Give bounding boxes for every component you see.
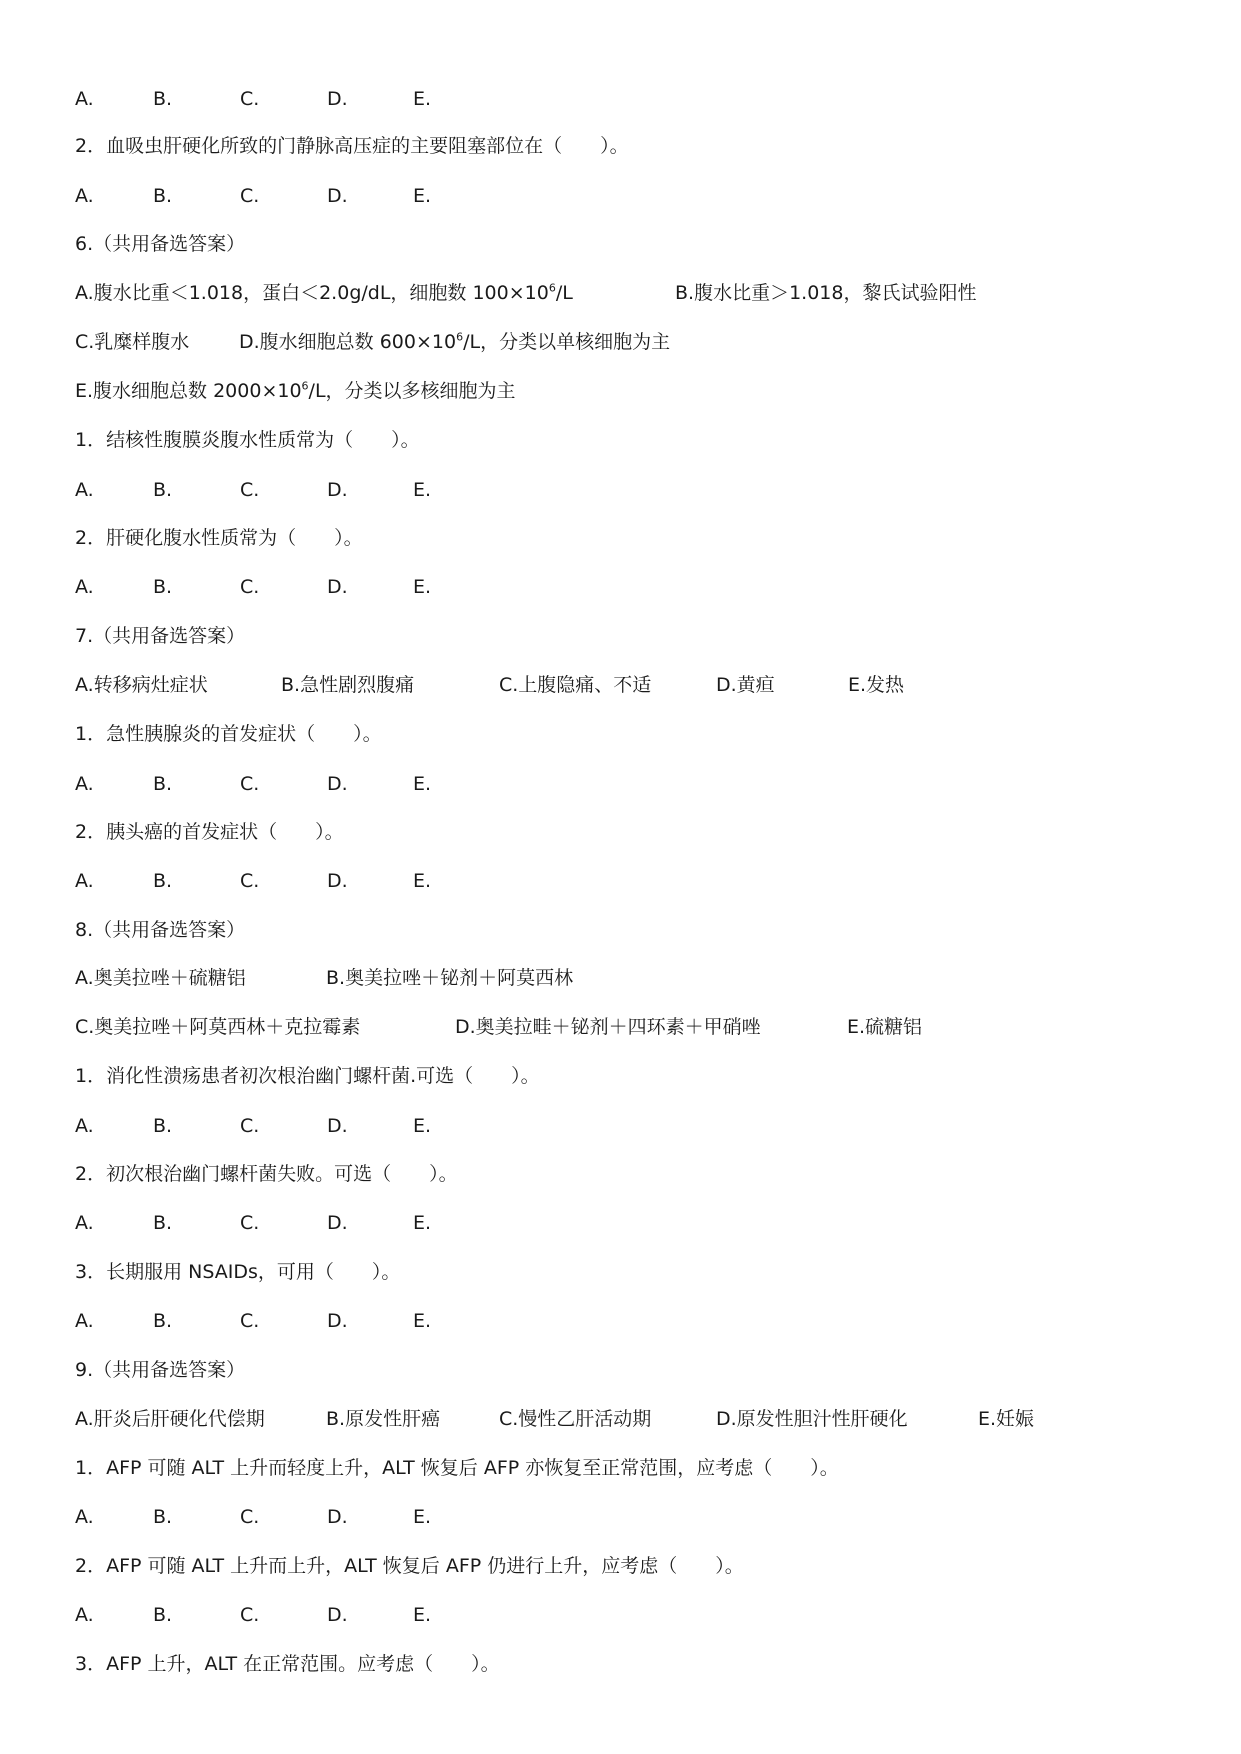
option-c: C. — [240, 870, 260, 892]
option-e: E. — [413, 1604, 432, 1626]
option-d: D. — [327, 870, 348, 892]
choice-d: D.奥美拉畦＋铋剂＋四环素＋甲硝唑 — [455, 1016, 761, 1038]
option-e: E. — [413, 576, 432, 598]
question-text: 2．AFP 可随 ALT 上升而上升，ALT 恢复后 AFP 仍进行上升，应考虑（ ）。 — [75, 1555, 744, 1577]
option-b: B. — [153, 1506, 173, 1528]
question-text: 2．初次根治幽门螺杆菌失败。可选（ ）。 — [75, 1163, 458, 1185]
choice-b: B.原发性肝癌 — [326, 1408, 441, 1430]
choice-d: D.黄疸 — [716, 674, 775, 696]
option-c: C. — [240, 479, 260, 501]
choice-c: C.奥美拉唑＋阿莫西林＋克拉霉素 — [75, 1016, 361, 1038]
choice-c: C.上腹隐痛、不适 — [499, 674, 652, 696]
question-text: 1．AFP 可随 ALT 上升而轻度上升，ALT 恢复后 AFP 亦恢复至正常范围，应考虑（ ）。 — [75, 1457, 839, 1479]
option-b: B. — [153, 1604, 173, 1626]
option-e: E. — [413, 1310, 432, 1332]
question-text: 1．消化性溃疡患者初次根治幽门螺杆菌.可选（ ）。 — [75, 1065, 540, 1087]
option-a: A. — [75, 479, 94, 501]
option-b: B. — [153, 1115, 173, 1137]
choice-b: B.奥美拉唑＋铋剂＋阿莫西林 — [326, 967, 574, 989]
option-a: A. — [75, 88, 94, 110]
choice-e: E.硫糖铝 — [847, 1016, 923, 1038]
choice-b: B.腹水比重＞1.018，黎氏试验阳性 — [675, 282, 977, 304]
option-c: C. — [240, 1115, 260, 1137]
option-d: D. — [327, 479, 348, 501]
choice-e: E.妊娠 — [978, 1408, 1035, 1430]
option-b: B. — [153, 1212, 173, 1234]
question-text: 2．胰头癌的首发症状（ ）。 — [75, 821, 344, 843]
option-e: E. — [413, 1212, 432, 1234]
option-c: C. — [240, 185, 260, 207]
option-b: B. — [153, 88, 173, 110]
choice-d: D.原发性胆汁性肝硬化 — [716, 1408, 908, 1430]
choice-a: A.腹水比重＜1.018，蛋白＜2.0g/dL，细胞数 $100\times 10^6/L$ — [75, 281, 573, 304]
option-a: A. — [75, 1310, 94, 1332]
option-b: B. — [153, 185, 173, 207]
choice-a: A.肝炎后肝硬化代偿期 — [75, 1408, 265, 1430]
choice-e: E.腹水细胞总数 $2000\times 10^6/L$，分类以多核细胞为主 — [75, 379, 516, 402]
option-d: D. — [327, 185, 348, 207]
choice-a: A.转移病灶症状 — [75, 674, 208, 696]
option-d: D. — [327, 1604, 348, 1626]
choice-d: D.腹水细胞总数 $600\times 10^6/L$，分类以单核细胞为主 — [239, 330, 671, 353]
option-d: D. — [327, 1115, 348, 1137]
option-d: D. — [327, 1506, 348, 1528]
option-e: E. — [413, 1115, 432, 1137]
option-e: E. — [413, 1506, 432, 1528]
option-d: D. — [327, 1212, 348, 1234]
option-c: C. — [240, 1604, 260, 1626]
section-heading: 7.（共用备选答案） — [75, 625, 246, 647]
option-b: B. — [153, 773, 173, 795]
choice-b: B.急性剧烈腹痛 — [281, 674, 415, 696]
choice-c: C.慢性乙肝活动期 — [499, 1408, 652, 1430]
question-text: 3．AFP 上升，ALT 在正常范围。应考虑（ ）。 — [75, 1653, 500, 1675]
option-b: B. — [153, 870, 173, 892]
option-e: E. — [413, 870, 432, 892]
question-text: 3．长期服用 NSAIDs，可用（ ）。 — [75, 1261, 401, 1283]
option-b: B. — [153, 1310, 173, 1332]
option-d: D. — [327, 1310, 348, 1332]
option-d: D. — [327, 773, 348, 795]
section-heading: 6.（共用备选答案） — [75, 233, 246, 255]
option-c: C. — [240, 773, 260, 795]
option-a: A. — [75, 1212, 94, 1234]
question-text: 2．血吸虫肝硬化所致的门静脉高压症的主要阻塞部位在（ ）。 — [75, 135, 629, 157]
option-c: C. — [240, 1212, 260, 1234]
option-d: D. — [327, 88, 348, 110]
question-text: 1．结核性腹膜炎腹水性质常为（ ）。 — [75, 429, 420, 451]
option-e: E. — [413, 185, 432, 207]
option-c: C. — [240, 88, 260, 110]
option-e: E. — [413, 88, 432, 110]
option-a: A. — [75, 1604, 94, 1626]
choice-e: E.发热 — [848, 674, 905, 696]
option-a: A. — [75, 773, 94, 795]
option-a: A. — [75, 576, 94, 598]
section-heading: 8.（共用备选答案） — [75, 919, 246, 941]
option-a: A. — [75, 185, 94, 207]
option-b: B. — [153, 576, 173, 598]
option-c: C. — [240, 576, 260, 598]
choice-a: A.奥美拉唑＋硫糖铝 — [75, 967, 246, 989]
question-text: 1．急性胰腺炎的首发症状（ ）。 — [75, 723, 382, 745]
question-text: 2．肝硬化腹水性质常为（ ）。 — [75, 527, 363, 549]
choice-c: C.乳糜样腹水 — [75, 331, 190, 353]
option-e: E. — [413, 773, 432, 795]
section-heading: 9.（共用备选答案） — [75, 1359, 246, 1381]
option-b: B. — [153, 479, 173, 501]
option-c: C. — [240, 1310, 260, 1332]
option-a: A. — [75, 1115, 94, 1137]
option-a: A. — [75, 1506, 94, 1528]
option-a: A. — [75, 870, 94, 892]
option-c: C. — [240, 1506, 260, 1528]
option-e: E. — [413, 479, 432, 501]
option-d: D. — [327, 576, 348, 598]
